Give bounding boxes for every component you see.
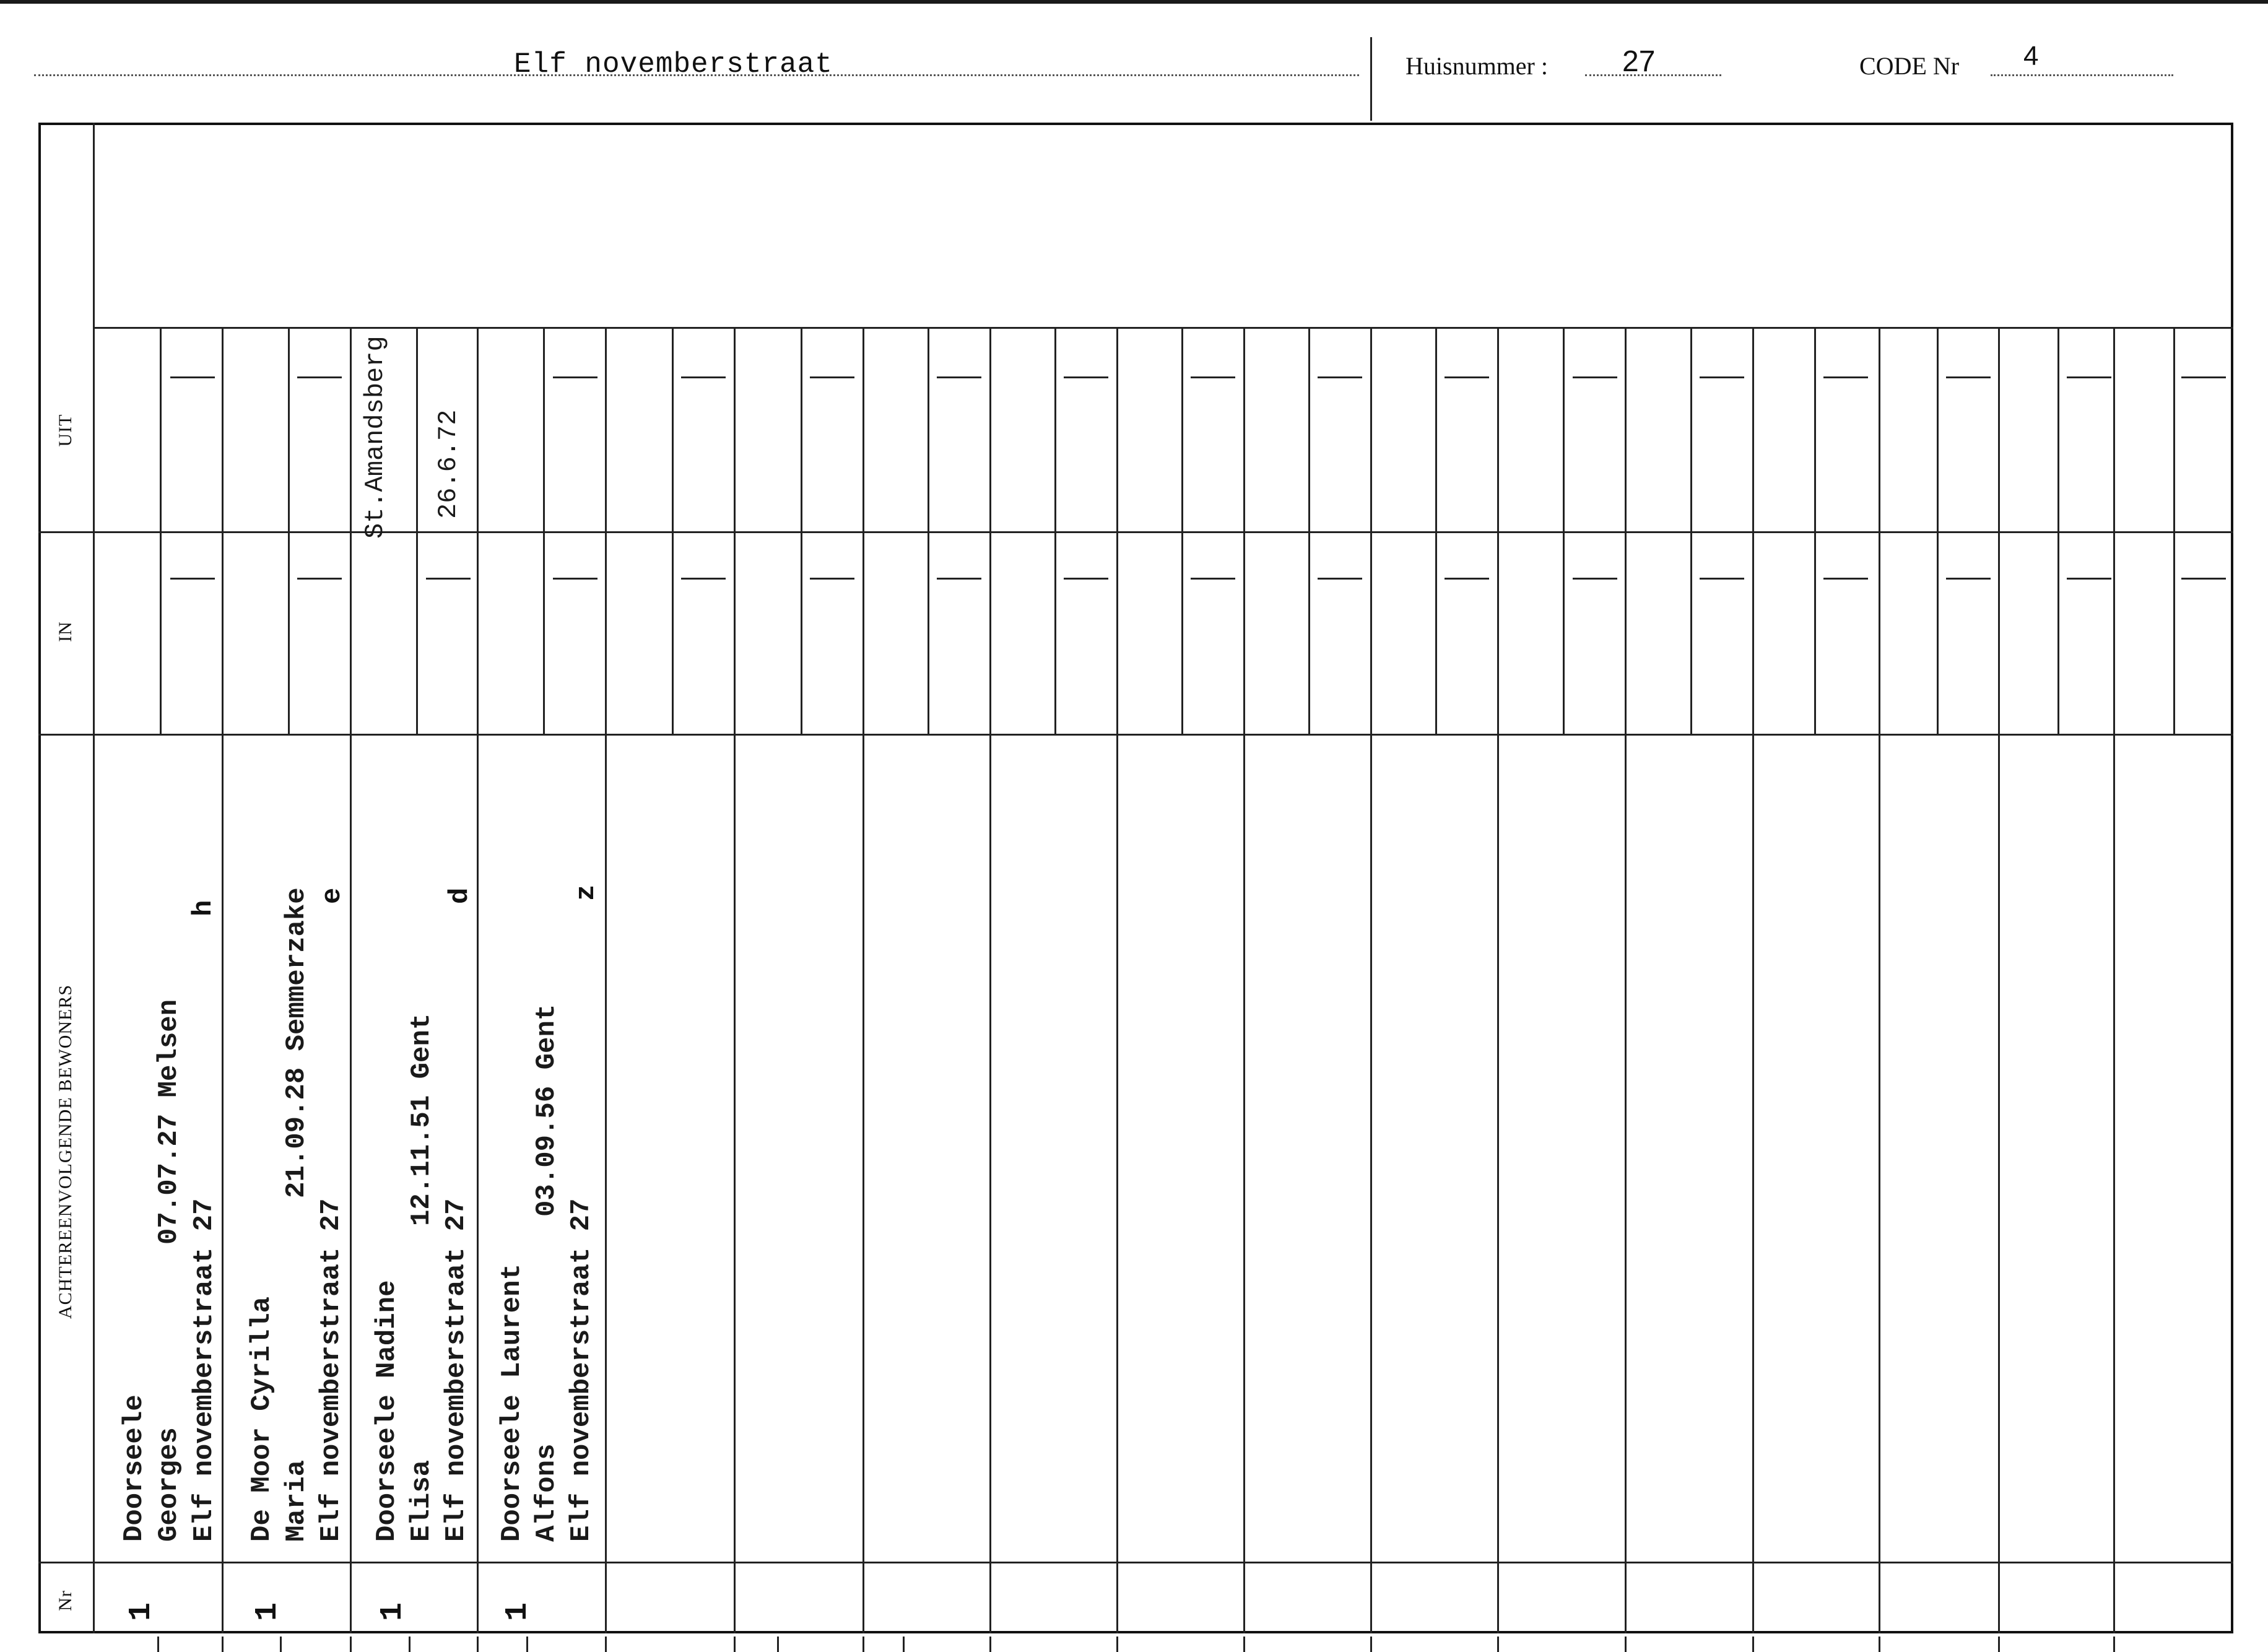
sub-column-divider	[801, 327, 802, 734]
uit-row-label: UIT	[55, 414, 76, 447]
uit-dash	[170, 376, 215, 378]
sub-column-divider	[1435, 327, 1437, 734]
bottom-tick	[350, 1637, 352, 1652]
in-row-label: IN	[55, 621, 76, 642]
resident-3-address: Elf novemberstraat 27	[441, 1198, 472, 1542]
resident-2-address: Elf novemberstraat 27	[316, 1198, 347, 1542]
bewoners-row-label: ACHTEREENVOLGENDE BEWONERS	[55, 984, 76, 1319]
resident-3-uit-date: 26.6.72	[433, 409, 463, 519]
sub-column-divider	[160, 327, 162, 734]
resident-2-firstname: Maria	[281, 1459, 312, 1542]
in-dash	[937, 578, 981, 580]
in-dash	[297, 578, 342, 580]
label-column-divider	[93, 123, 95, 1633]
bottom-tick	[862, 1637, 864, 1652]
sub-column-divider	[672, 327, 674, 734]
sub-column-divider	[288, 327, 290, 734]
sub-column-divider	[1563, 327, 1565, 734]
column-divider	[1497, 327, 1499, 1633]
sub-column-divider	[1181, 327, 1183, 734]
resident-2-surname: De Moor Cyrilla	[246, 1296, 277, 1542]
uit-dash	[1700, 376, 1744, 378]
resident-4-firstname: Alfons	[531, 1443, 562, 1542]
bottom-tick	[477, 1637, 479, 1652]
resident-1-nr: 1	[124, 1602, 159, 1621]
column-divider	[222, 327, 224, 1633]
column-divider	[605, 327, 607, 1633]
code-label: CODE Nr	[1859, 52, 1960, 80]
in-dash	[1191, 578, 1235, 580]
uit-dash	[1946, 376, 1991, 378]
uit-dash	[1573, 376, 1617, 378]
column-divider	[1752, 327, 1754, 1633]
sub-column-divider	[1308, 327, 1310, 734]
street-name: Elf novemberstraat	[514, 48, 833, 80]
resident-3-firstname: Elisa	[406, 1459, 437, 1542]
in-dash	[2067, 578, 2111, 580]
column-divider	[734, 327, 736, 1633]
uit-dash	[297, 376, 342, 378]
bottom-tick	[409, 1637, 411, 1652]
uit-dash	[681, 376, 726, 378]
bottom-tick	[1879, 1637, 1880, 1652]
nr-row-label: Nr	[55, 1590, 76, 1611]
bottom-tick	[280, 1637, 282, 1652]
uit-dash	[1064, 376, 1108, 378]
sub-column-divider	[1690, 327, 1692, 734]
uit-dash	[2181, 376, 2226, 378]
top-border	[0, 0, 2268, 4]
uit-dash	[2067, 376, 2111, 378]
bottom-tick	[605, 1637, 607, 1652]
resident-2-birth: 21.09.28 Semmerzake	[281, 887, 312, 1198]
bottom-tick	[989, 1637, 991, 1652]
column-divider	[1879, 327, 1880, 1633]
sub-column-divider	[2057, 327, 2059, 734]
in-dash	[1064, 578, 1108, 580]
resident-4-address: Elf novemberstraat 27	[566, 1198, 597, 1542]
row-line-uit-top	[93, 327, 2233, 329]
bottom-tick	[222, 1637, 224, 1652]
resident-3-uit-place: St.Amandsberg	[360, 336, 390, 539]
sub-column-divider	[416, 327, 418, 734]
header-separator	[1370, 37, 1372, 121]
column-divider	[2113, 327, 2115, 1633]
in-dash	[681, 578, 726, 580]
bottom-tick	[1116, 1637, 1118, 1652]
bottom-tick	[2113, 1637, 2115, 1652]
uit-dash	[1318, 376, 1362, 378]
resident-3-nr: 1	[375, 1602, 411, 1621]
resident-2-code: e	[317, 887, 348, 904]
column-divider	[1116, 327, 1118, 1633]
in-dash	[1445, 578, 1489, 580]
in-dash	[553, 578, 597, 580]
house-number-label: Huisnummer :	[1406, 52, 1548, 80]
in-dash	[1823, 578, 1868, 580]
column-divider	[989, 327, 991, 1633]
in-dash	[170, 578, 215, 580]
bottom-tick	[734, 1637, 736, 1652]
bottom-tick	[157, 1637, 159, 1652]
resident-1-firstname: Georges	[154, 1427, 185, 1542]
bottom-tick	[1497, 1637, 1499, 1652]
column-divider	[1243, 327, 1245, 1633]
in-dash	[1700, 578, 1744, 580]
bottom-tick	[1243, 1637, 1245, 1652]
resident-1-surname: Doorseele	[119, 1394, 150, 1542]
resident-1-birth: 07.07.27 Melsen	[154, 999, 185, 1245]
resident-1-code: h	[188, 900, 219, 916]
in-dash	[1573, 578, 1617, 580]
uit-dash	[553, 376, 597, 378]
in-dash	[1318, 578, 1362, 580]
bottom-tick	[903, 1637, 905, 1652]
bottom-tick	[1752, 1637, 1754, 1652]
row-line-nr-top	[38, 1562, 2233, 1563]
sub-column-divider	[1937, 327, 1939, 734]
uit-dash	[937, 376, 981, 378]
bottom-tick	[1625, 1637, 1627, 1652]
resident-4-surname: Doorseele Laurent	[497, 1264, 528, 1542]
column-divider	[1998, 327, 2000, 1633]
resident-3-birth: 12.11.51 Gent	[406, 1013, 437, 1226]
uit-dash	[1191, 376, 1235, 378]
column-divider	[1370, 327, 1372, 1633]
resident-2-nr: 1	[250, 1602, 285, 1621]
uit-dash	[1445, 376, 1489, 378]
sub-column-divider	[2173, 327, 2175, 734]
sub-column-divider	[1814, 327, 1816, 734]
bottom-tick	[1998, 1637, 2000, 1652]
bottom-tick	[1370, 1637, 1372, 1652]
in-dash	[810, 578, 854, 580]
column-divider	[350, 327, 352, 1633]
sub-column-divider	[543, 327, 545, 734]
uit-dash	[810, 376, 854, 378]
bottom-tick	[526, 1637, 528, 1652]
column-divider	[477, 327, 479, 1633]
code-dotted-line	[1991, 74, 2173, 76]
code-value: 4	[2023, 41, 2039, 71]
in-dash	[426, 578, 471, 580]
row-line-bewoners-top	[38, 734, 2233, 736]
resident-4-code: z	[571, 884, 602, 901]
house-number-value: 27	[1622, 45, 1656, 78]
resident-4-nr: 1	[500, 1602, 536, 1621]
resident-1-address: Elf novemberstraat 27	[189, 1198, 220, 1542]
resident-4-birth: 03.09.56 Gent	[531, 1004, 562, 1217]
bottom-tick	[777, 1637, 779, 1652]
in-dash	[1946, 578, 1991, 580]
column-divider	[1625, 327, 1627, 1633]
resident-3-code: d	[445, 887, 476, 904]
sub-column-divider	[1054, 327, 1056, 734]
resident-3-surname: Doorseele Nadine	[371, 1280, 402, 1542]
uit-dash	[1823, 376, 1868, 378]
sub-column-divider	[928, 327, 929, 734]
in-dash	[2181, 578, 2226, 580]
column-divider	[862, 327, 864, 1633]
